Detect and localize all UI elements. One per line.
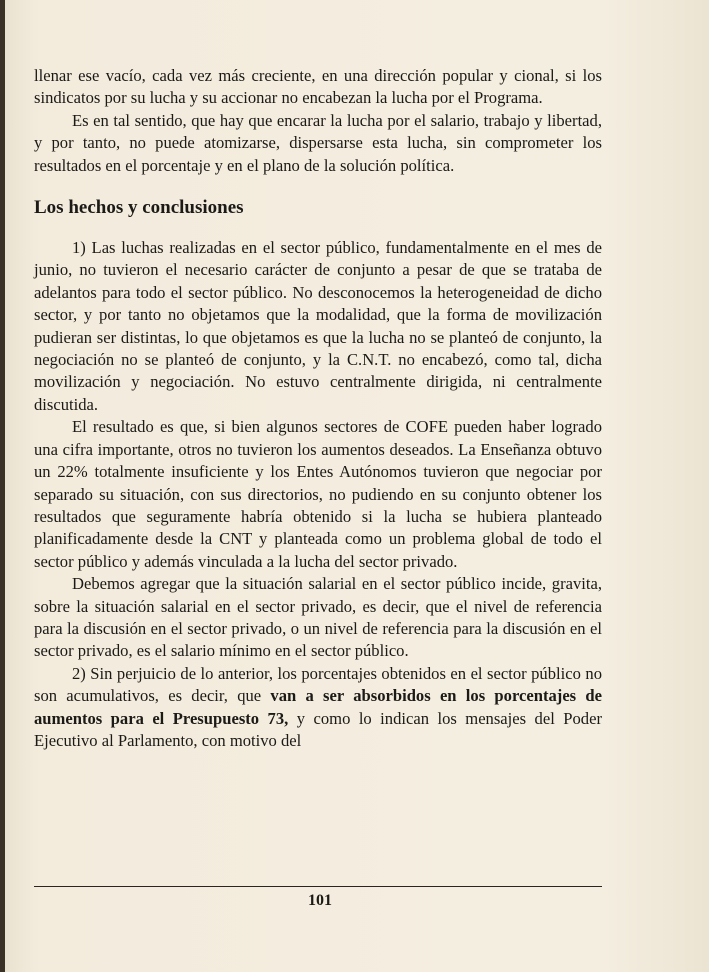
book-spine-edge (0, 0, 5, 972)
paragraph-result: El resultado es que, si bien algunos sectores de COFE pueden haber logrado una cifra importante, otros no tuvieron los aumentos deseados. La Enseñanza obtuvo un 22% totalmente insuficiente y los Entes Autónomos tuvieron que negociar por separado su situación, con sus directorios, no pudiendo en su conjunto obtener los resultados que seguramente habría obtenido si la lucha se hubiera planteado planificadamente desde la CNT y planteada como un problema global de todo el sector público y además vinculada a la lucha del sector privado. (34, 417, 602, 571)
paragraph-wage-reference: Debemos agregar que la situación salarial en el sector público incide, gravita, sobre la situación salarial en el sector privado, es decir, que el nivel de referencia para la discusión en el sector privado, o un nivel de referencia para la discusión en el sector privado, es el salario mínimo en el sector público. (34, 574, 602, 661)
body-text (34, 65, 602, 752)
paragraph-point-2 (34, 663, 602, 753)
page-number: 101 (308, 892, 332, 909)
point-2-lead: 2) Sin perjuicio de lo anterior, los porcentajes obtenidos en el sector público no son acumulativos, es decir, que (34, 663, 602, 706)
section-heading: Los hechos y conclusiones (34, 197, 244, 219)
paragraph-salary-struggle: Es en tal sentido, que hay que encarar la lucha por el salario, trabajo y libertad, y por tanto, no puede atomizarse, dispersarse esta lucha, sin comprometer los resultados en el porcentaje y en el plano de la solución política. (34, 110, 602, 175)
footer-rule (34, 886, 602, 887)
point-2-bold-phrase: van a ser absorbidos en los porcentajes de aumentos para el Presupuesto 73, (34, 686, 602, 728)
paragraph-point-1: 1) Las luchas realizadas en el sector público, fundamentalmente en el mes de junio, no tuvieron el necesario carácter de conjunto a pesar de que se trataba de adelantos para todo el sector público. No desconocemos la heterogeneidad de dicho sector, y por tanto no objetamos que la modalidad, que la forma de movilización pudieran ser distintas, lo que objetamos es que la lucha no se planteó de conjunto, la negociación no se planteó de conjunto, y la C.N.T. no encabezó, como tal, dicha movilización y negociación. No estuvo centralmente dirigida, ni centralmente discutida. (34, 238, 602, 414)
paragraph-continuation: llenar ese vacío, cada vez más creciente, en una dirección popular y cional, si los sindicatos por su lucha y su accionar no encabezan la lucha por el Programa. (34, 66, 602, 108)
point-2-tail: y como lo indican los mensajes del Poder Ejecutivo al Parlamento, con motivo del (34, 708, 602, 750)
